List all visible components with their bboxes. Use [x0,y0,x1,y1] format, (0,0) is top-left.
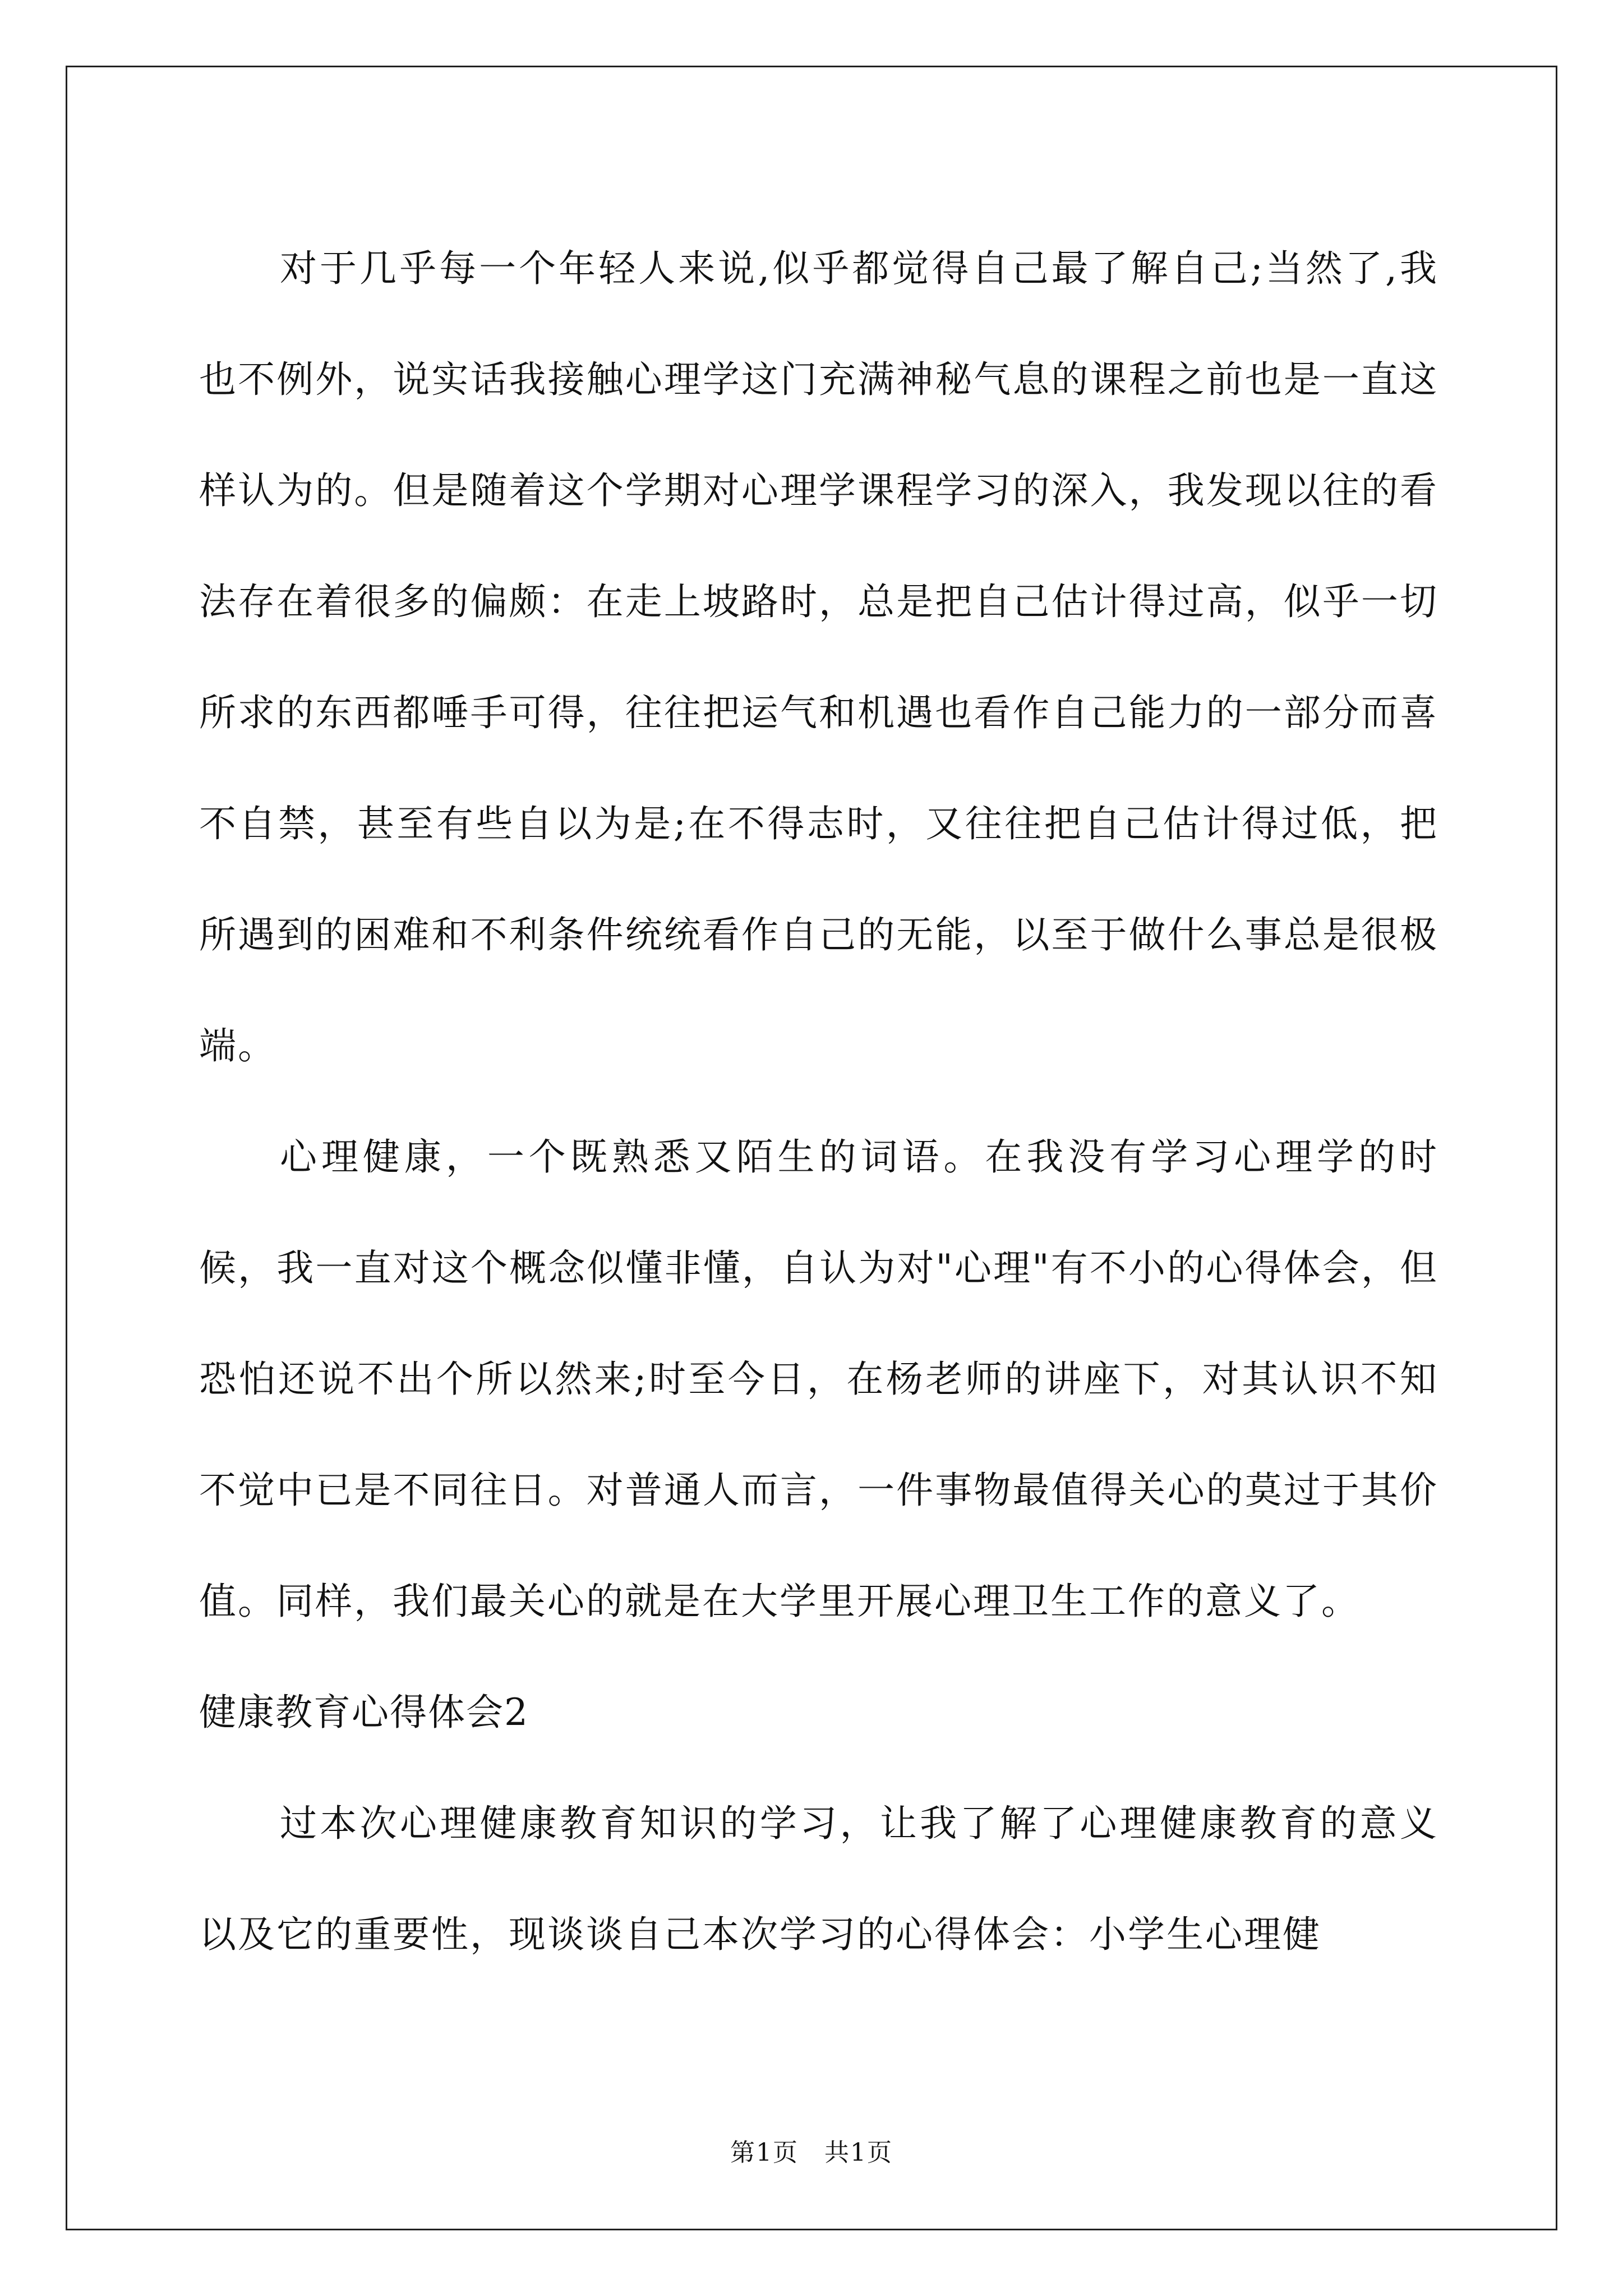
document-body [199,213,1438,1990]
paragraph-2: 心理健康，一个既熟悉又陌生的词语。在我没有学习心理学的时候，我一直对这个概念似懂非懂，自认为对"心理"有不小的心得体会，但恐怕还说不出个所以然来;时至今日，在杨老师的讲座下，对其认识不知不觉中已是不同往日。对普通人而言，一件事物最值得关心的莫过于其价值。同样，我们最关心的就是在大学里开展心理卫生工作的意义了。 [199,1135,1438,1623]
section-heading: 健康教育心得体会2 [199,1691,529,1734]
page-footer: 第1页 共1页 [730,2138,893,2167]
paragraph-3: 过本次心理健康教育知识的学习，让我了解了心理健康教育的意义以及它的重要性，现谈谈自己本次学习的心得体会：小学生心理健 [199,1802,1438,1956]
paragraph-1: 对于几乎每一个年轻人来说,似乎都觉得自己最了解自己;当然了,我也不例外，说实话我接触心理学这门充满神秘气息的课程之前也是一直这样认为的。但是随着这个学期对心理学课程学习的深入，我发现以往的看法存在着很多的偏颇：在走上坡路时，总是把自己估计得过高，似乎一切所求的东西都唾手可得，往往把运气和机遇也看作自己能力的一部分而喜不自禁，甚至有些自以为是;在不得志时，又往往把自己估计得过低，把所遇到的困难和不利条件统统看作自己的无能，以至于做什么事总是很极端。 [199,247,1438,1068]
